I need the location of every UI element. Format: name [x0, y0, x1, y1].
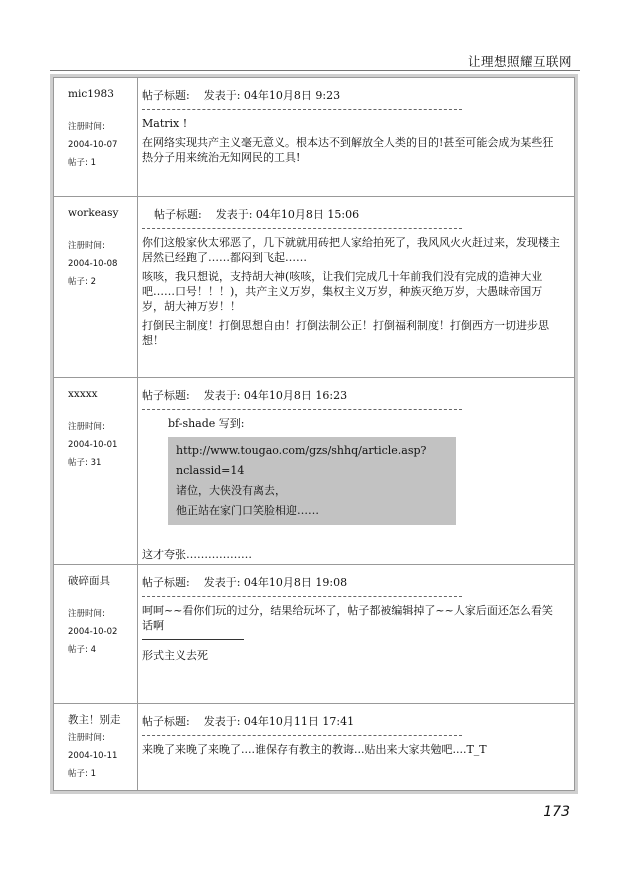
post-count — [68, 454, 137, 472]
post-paragraph: 呵呵~~看你们玩的过分，结果给玩坏了，帖子都被编辑掉了~~人家后面还怎么看笑话啊 — [142, 604, 553, 632]
reg-label: 注册时间: — [68, 422, 105, 432]
post-count-value: 4 — [90, 645, 96, 655]
posted-time: 04年10月8日 16:23 — [243, 389, 348, 402]
quote-author: bf-shade 写到: — [168, 417, 245, 430]
posted-time: 04年10月8日 15:06 — [255, 208, 360, 221]
posted-time: 04年10月11日 17:41 — [243, 715, 355, 728]
post-divider — [142, 109, 462, 110]
quote-line: 他正站在家门口笑脸相迎…… — [176, 504, 319, 517]
username[interactable]: mic1983 — [68, 88, 114, 100]
post-title-label: 帖子标题: — [154, 208, 202, 221]
user-info — [54, 378, 138, 564]
forum-thread-frame — [50, 74, 578, 794]
signature-rule — [142, 639, 244, 640]
post-divider — [142, 228, 462, 229]
post-count-label: 帖子: — [68, 158, 91, 168]
post-body — [138, 565, 574, 703]
username[interactable]: 教主！别走 — [68, 714, 121, 726]
post-count-value: 1 — [90, 158, 96, 168]
post-count-label: 帖子: — [68, 769, 91, 779]
post-title-label: 帖子标题: — [142, 89, 190, 102]
post-body — [138, 378, 574, 564]
header-rule — [50, 70, 580, 71]
post-count-value: 2 — [90, 277, 96, 287]
post-paragraph: 打倒民主制度！打倒思想自由！打倒法制公正！打倒福利制度！打倒西方一切进步思想！ — [142, 319, 549, 347]
post-title-line — [142, 207, 560, 222]
reg-label: 注册时间: — [68, 241, 105, 251]
post-title-label: 帖子标题: — [142, 576, 190, 589]
posted-time: 04年10月8日 9:23 — [243, 89, 341, 102]
post-row — [54, 704, 574, 790]
post-count-value: 1 — [90, 769, 96, 779]
post-count — [68, 765, 137, 783]
post-row — [54, 378, 574, 565]
post-row — [54, 197, 574, 378]
user-info — [54, 197, 138, 377]
username[interactable]: workeasy — [68, 207, 119, 219]
reg-date: 2004-10-01 — [68, 440, 118, 450]
username[interactable]: 破碎面具 — [68, 575, 110, 587]
post-row — [54, 565, 574, 704]
forum-thread-table — [53, 77, 575, 791]
post-divider — [142, 409, 462, 410]
posted-label: 发表于: — [203, 89, 244, 102]
post-count — [68, 273, 137, 291]
page-number: 173 — [543, 804, 570, 820]
post-count — [68, 641, 137, 659]
posted-label: 发表于: — [203, 576, 244, 589]
post-count-value: 31 — [90, 458, 102, 468]
post-paragraph: 你们这般家伙太邪恶了，几下就就用砖把人家给拍死了，我风风火火赶过来，发现楼主居然已经跑了……都闷到飞起…… — [142, 236, 560, 264]
user-info — [54, 565, 138, 703]
user-info — [54, 704, 138, 790]
reg-label: 注册时间: — [68, 733, 105, 743]
post-paragraph: 咳咳，我只想说，支持胡大神(咳咳，让我们完成几十年前我们没有完成的造神大业吧……口号！！！)，共产主义万岁，集权主义万岁，种族灭绝万岁，大愚昧帝国万岁，胡大神万岁！！ — [142, 270, 543, 313]
post-paragraph: 来晚了来晚了来晚了....谁保存有教主的教诲...贴出来大家共勉吧....T_T — [142, 743, 487, 756]
reg-date: 2004-10-08 — [68, 259, 118, 269]
post-count-label: 帖子: — [68, 277, 91, 287]
reg-date: 2004-10-07 — [68, 140, 118, 150]
post-body — [138, 704, 574, 790]
quote-box — [168, 437, 456, 525]
post-count-label: 帖子: — [68, 645, 91, 655]
post-row — [54, 78, 574, 197]
post-title-line — [142, 388, 560, 403]
post-count-label: 帖子: — [68, 458, 91, 468]
post-body — [138, 78, 574, 196]
post-paragraph: Matrix ! — [142, 117, 188, 130]
user-info — [54, 78, 138, 196]
post-title-line — [142, 88, 560, 103]
post-title-line — [142, 714, 560, 729]
post-count — [68, 154, 137, 172]
post-title-line — [142, 575, 560, 590]
reg-date: 2004-10-02 — [68, 627, 118, 637]
post-divider — [142, 735, 462, 736]
posted-label: 发表于: — [203, 715, 244, 728]
post-body — [138, 197, 574, 377]
quote-line: 诸位，大侠没有离去， — [176, 484, 286, 497]
posted-label: 发表于: — [203, 389, 244, 402]
signature: 形式主义去死 — [142, 649, 208, 662]
reg-label: 注册时间: — [68, 609, 105, 619]
username[interactable]: xxxxx — [68, 388, 98, 400]
posted-time: 04年10月8日 19:08 — [243, 576, 348, 589]
post-paragraph: 这才夸张……………… — [142, 548, 252, 561]
post-divider — [142, 596, 462, 597]
post-paragraph: 在网络实现共产主义毫无意义。根本达不到解放全人类的目的!甚至可能会成为某些狂热分子用来统治无知网民的工具! — [142, 136, 554, 164]
quote-link[interactable]: http://www.tougao.com/gzs/shhq/article.asp?nclassid=14 — [176, 444, 427, 477]
page-header-title: 让理想照耀互联网 — [467, 54, 572, 69]
posted-label: 发表于: — [215, 208, 256, 221]
post-title-label: 帖子标题: — [142, 389, 190, 402]
post-title-label: 帖子标题: — [142, 715, 190, 728]
reg-date: 2004-10-11 — [68, 751, 118, 761]
reg-label: 注册时间: — [68, 122, 105, 132]
